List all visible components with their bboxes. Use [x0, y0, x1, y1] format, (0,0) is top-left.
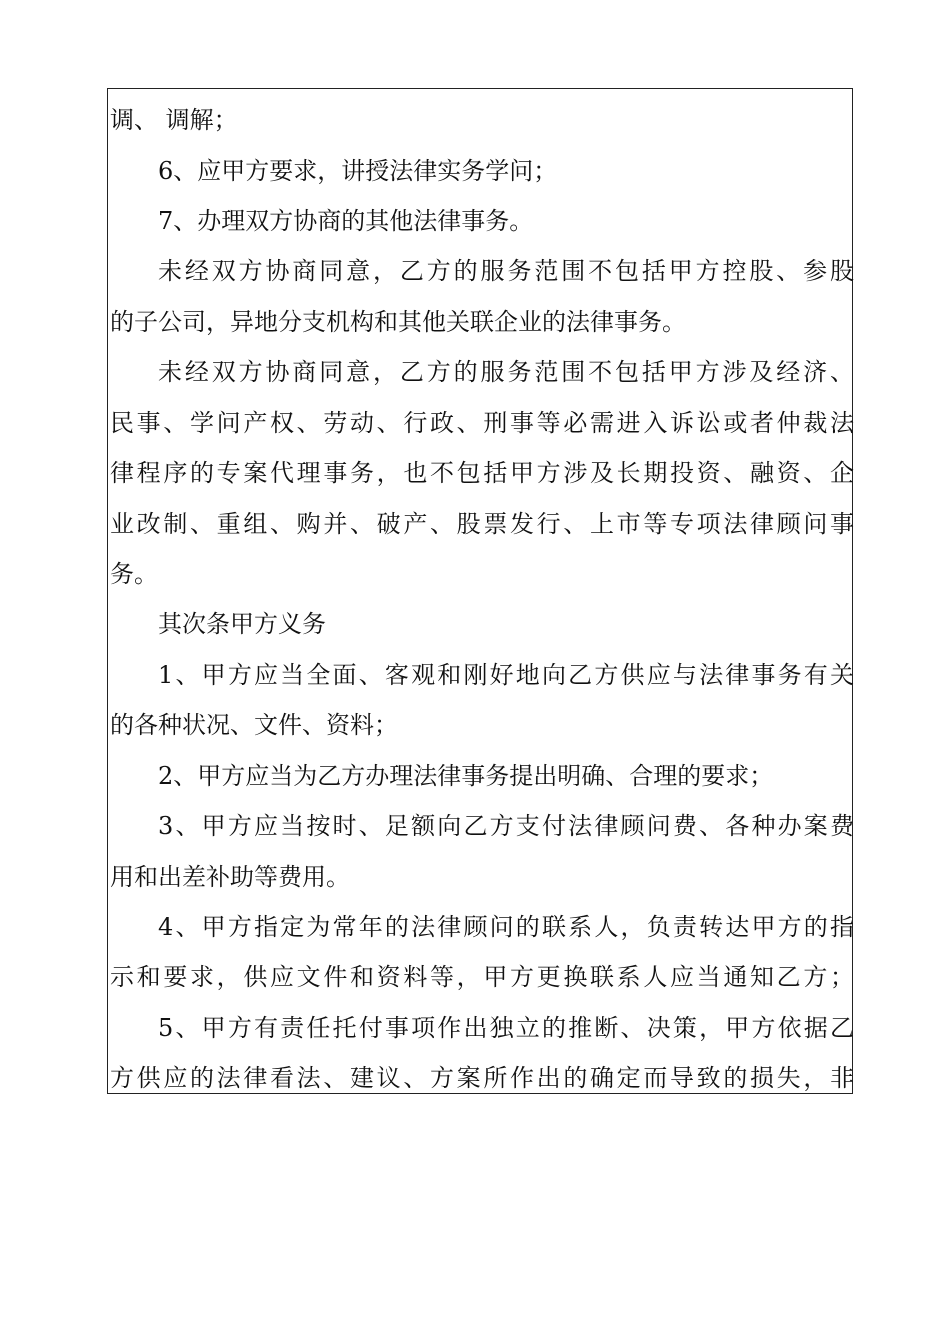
text-line-16: 用和出差补助等费用。	[110, 863, 350, 891]
text-line-10: 务。	[110, 560, 158, 588]
text-line-19: 5、甲方有责任托付事项作出独立的推断、决策，甲方依据乙	[158, 1014, 854, 1042]
text-line-17: 4、甲方指定为常年的法律顾问的联系人，负责转达甲方的指	[158, 913, 854, 941]
text-line-3: 7、办理双方协商的其他法律事务。	[158, 207, 534, 235]
section-heading: 其次条甲方义务	[158, 610, 326, 638]
text-line-7: 民事、学问产权、劳动、行政、刑事等必需进入诉讼或者仲裁法	[110, 409, 854, 437]
text-line-12: 1、甲方应当全面、客观和刚好地向乙方供应与法律事务有关	[158, 661, 854, 689]
text-line-14: 2、甲方应当为乙方办理法律事务提出明确、合理的要求；	[158, 762, 774, 790]
text-line-4: 未经双方协商同意，乙方的服务范围不包括甲方控股、参股	[158, 257, 854, 285]
text-line-13: 的各种状况、文件、资料；	[110, 711, 398, 739]
text-line-18: 示和要求，供应文件和资料等，甲方更换联系人应当通知乙方；	[110, 963, 854, 991]
text-line-20: 方供应的法律看法、建议、方案所作出的确定而导致的损失，非	[110, 1064, 854, 1092]
text-line-6: 未经双方协商同意，乙方的服务范围不包括甲方涉及经济、	[158, 358, 854, 386]
text-line-2: 6、应甲方要求，讲授法律实务学问；	[158, 157, 558, 185]
text-line-15: 3、甲方应当按时、足额向乙方支付法律顾问费、各种办案费	[158, 812, 854, 840]
text-line-1: 调、 调解；	[110, 106, 238, 134]
document-frame	[107, 88, 853, 1094]
text-line-9: 业改制、重组、购并、破产、股票发行、上市等专项法律顾问事	[110, 510, 854, 538]
text-line-8: 律程序的专案代理事务，也不包括甲方涉及长期投资、融资、企	[110, 459, 854, 487]
text-line-5: 的子公司，异地分支机构和其他关联企业的法律事务。	[110, 308, 686, 336]
